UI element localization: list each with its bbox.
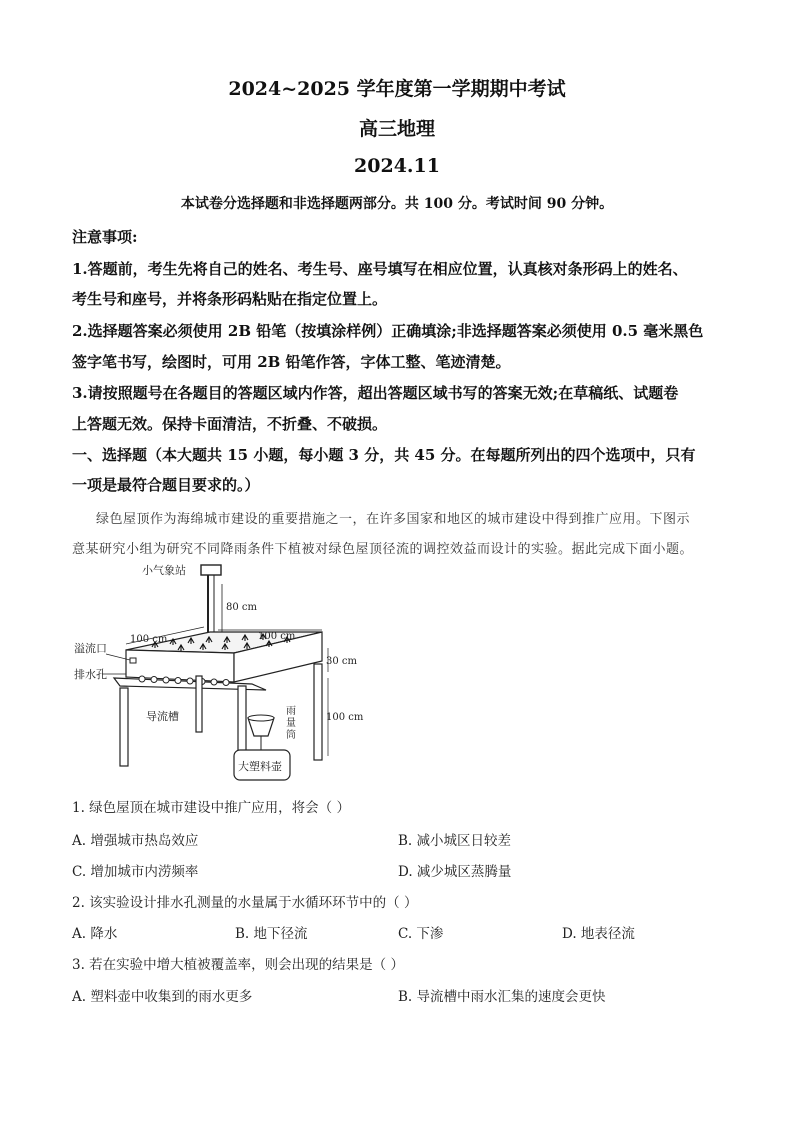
q1-option-a[interactable]: A. 增强城市热岛效应 <box>72 833 199 849</box>
exam-subject: 高三地理 <box>358 118 435 140</box>
label-80cm: 80 cm <box>226 602 257 613</box>
q2-option-b[interactable]: B. 地下径流 <box>235 926 308 942</box>
exam-date: 2024.11 <box>354 155 440 177</box>
notice-item-3b: 上答题无效。保持卡面清洁，不折叠、不破损。 <box>72 415 388 433</box>
q3-option-a[interactable]: A. 塑料壶中收集到的雨水更多 <box>72 989 253 1005</box>
q1-option-c[interactable]: C. 增加城市内涝频率 <box>72 864 199 880</box>
intro-line-1: 绿色屋顶作为海绵城市建设的重要措施之一，在许多国家和地区的城市建设中得到推广应用。下图示 <box>96 512 691 527</box>
green-roof-figure <box>60 560 380 792</box>
notice-item-3a: 3.请按照题号在各题目的答题区域内作答，超出答题区域书写的答案无效;在草稿纸、试题卷 <box>72 384 679 402</box>
label-100cm-right: 100 cm <box>258 631 296 642</box>
label-drain: 排水孔 <box>74 668 107 681</box>
q3-option-b[interactable]: B. 导流槽中雨水汇集的速度会更快 <box>398 989 606 1005</box>
q2-option-a[interactable]: A. 降水 <box>72 926 118 942</box>
label-30cm: 30 cm <box>326 656 357 667</box>
exam-title: 2024~2025 学年度第一学期期中考试 <box>228 78 566 100</box>
section-heading-b: 一项是最符合题目要求的。） <box>72 476 260 494</box>
notice-item-2b: 签字笔书写，绘图时，可用 2B 铅笔作答，字体工整、笔迹清楚。 <box>72 353 511 371</box>
weather-station-box <box>201 565 221 575</box>
section-heading-a: 一、选择题（本大题共 15 小题，每小题 3 分，共 45 分。在每题所列出的四个选项中，只有 <box>72 446 696 464</box>
q2-option-d[interactable]: D. 地表径流 <box>562 926 635 942</box>
q1-option-d[interactable]: D. 减少城区蒸腾量 <box>398 864 512 880</box>
label-station: 小气象站 <box>142 564 186 577</box>
label-gauge-3: 筒 <box>286 730 296 741</box>
label-gauge-2: 量 <box>286 718 296 729</box>
label-100cm-left: 100 cm <box>130 634 168 645</box>
label-jug: 大塑料壶 <box>238 760 282 773</box>
label-overflow: 溢流口 <box>74 642 107 655</box>
notice-item-1a: 1.答题前，考生先将自己的姓名、考生号、座号填写在相应位置，认真核对条形码上的姓名、 <box>72 260 688 278</box>
notice-item-2a: 2.选择题答案必须使用 2B 铅笔（按填涂样例）正确填涂;非选择题答案必须使用 0.5 毫米黑色 <box>72 322 704 340</box>
notice-item-1b: 考生号和座号，并将条形码粘贴在指定位置上。 <box>72 290 388 308</box>
label-channel: 导流槽 <box>146 710 179 723</box>
question-3-stem: 3. 若在实验中增大植被覆盖率，则会出现的结果是（ ） <box>72 957 404 973</box>
label-100cm-height: 100 cm <box>326 712 364 723</box>
notice-heading: 注意事项: <box>72 228 138 246</box>
q1-option-b[interactable]: B. 减小城区日较差 <box>398 833 512 849</box>
question-2-stem: 2. 该实验设计排水孔测量的水量属于水循环环节中的（ ） <box>72 895 418 911</box>
q2-option-c[interactable]: C. 下渗 <box>398 926 444 942</box>
label-gauge-1: 雨 <box>286 706 296 717</box>
question-1-stem: 1. 绿色屋顶在城市建设中推广应用，将会（ ） <box>72 800 350 816</box>
intro-line-2: 意某研究小组为研究不同降雨条件下植被对绿色屋顶径流的调控效益而设计的实验。据此完成下面小题。 <box>72 542 694 557</box>
exam-info: 本试卷分选择题和非选择题两部分。共 100 分。考试时间 90 分钟。 <box>180 196 614 212</box>
